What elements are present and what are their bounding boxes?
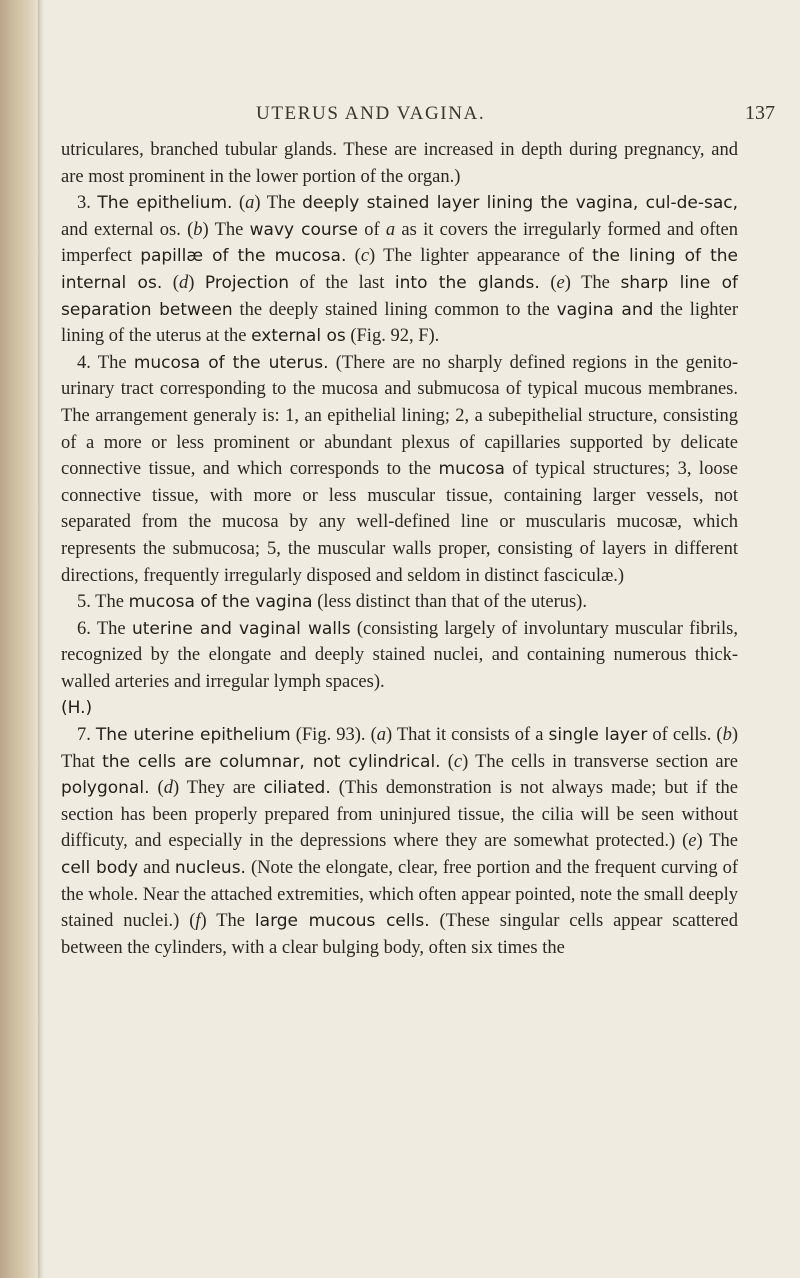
item-letter: c (360, 246, 370, 267)
emphasis-text: deeply stained layer lining the vagina, cul-de-sac, (302, 193, 739, 214)
item-letter: a (245, 193, 255, 214)
text-run: ) The (254, 193, 303, 214)
text-run: 5. The (77, 592, 129, 613)
text-run: ) The (202, 219, 250, 240)
text-run: 3. (77, 193, 98, 214)
text-run: the lighter lining of the uterus at the (61, 299, 738, 347)
paragraph (61, 350, 738, 589)
emphasis-text: single layer (548, 725, 648, 746)
paragraph (61, 616, 738, 696)
text-run: ) The (564, 272, 621, 293)
text-run: of typical structures; 3, loose connective tissue, with more or less muscular tissue, containing larger vessels, not separated from the mucosa by any well-defined line or muscularis mucosæ, which represents the submucosa; 5, the muscular walls proper, consisting of layers in different directions, frequently irregularly disposed and seldom in distinct fasciculæ.) (61, 459, 738, 586)
text-run: 4. The (77, 352, 134, 373)
emphasis-text: vagina and (556, 299, 654, 320)
emphasis-text: the cells are columnar, not cylindrical. (102, 751, 441, 772)
text-run: 7. (77, 725, 96, 746)
emphasis-text: The uterine epithelium (95, 725, 291, 746)
page-header (0, 103, 800, 133)
emphasis-text: sharp line of separation between (61, 272, 738, 320)
emphasis-text: uterine and vaginal walls (131, 618, 351, 639)
item-letter: b (193, 219, 203, 240)
text-run: ) That it consists of a (386, 725, 549, 746)
text-run: of (357, 219, 386, 240)
emphasis-text: mucosa of the uterus. (133, 352, 329, 373)
text-run: 6. The (77, 618, 132, 639)
emphasis-text: ciliated. (263, 778, 331, 799)
paragraph (61, 589, 738, 616)
emphasis-text: (H.) (61, 698, 93, 719)
text-run: ) That (61, 725, 738, 772)
item-letter: a (376, 725, 386, 746)
item-letter: f (195, 911, 201, 932)
paragraph (61, 722, 738, 961)
text-run: (consisting largely of involuntary muscular fibrils, recognized by the elongate and deeply stained nuclei, and containing numerous thick-walled arteries and irregular lymph spaces). (61, 618, 738, 692)
emphasis-text: mucosa of the vagina (128, 592, 313, 613)
text-run: ( (162, 272, 179, 293)
emphasis-text: into the glands. (394, 272, 540, 293)
item-letter: d (163, 778, 173, 799)
emphasis-text: wavy course (249, 219, 358, 240)
item-letter: c (453, 751, 463, 772)
emphasis-text: mucosa (438, 459, 505, 480)
text-run: ) They are (172, 778, 264, 799)
text-run: and (138, 858, 175, 879)
text-run: the deeply stained lining common to the (232, 299, 557, 320)
emphasis-text: polygonal. (61, 778, 150, 799)
item-letter: d (178, 272, 189, 293)
running-head: UTERUS AND VAGINA. (256, 103, 486, 124)
text-run: ) The cells in transverse section are (462, 751, 739, 772)
paragraph (61, 190, 738, 350)
text-run: and external os. ( (61, 219, 194, 240)
emphasis-text: large mucous cells. (254, 911, 430, 932)
page-number: 137 (745, 102, 775, 124)
text-run: (This demonstration is not always made; but if the section has been properly prepared from uninjured tissue, the cilia will be seen without difficuty, and especially in the depressions where they are somewhat protected.) ( (61, 778, 738, 852)
item-letter: b (722, 725, 732, 746)
text-run: ) The (696, 831, 738, 852)
text-run: ) (188, 272, 205, 293)
paragraph (61, 695, 738, 722)
text-run: (Note the elongate, clear, free portion and the frequent curving of the whole. Near the attached extremities, which often appear pointed, note the small deeply stained nuclei.) ( (61, 858, 738, 932)
text-run: as it covers the irregularly formed and often imperfect (61, 219, 738, 267)
text-run: ( (539, 272, 557, 293)
text-run: (There are no sharply defined regions in the genito-urinary tract corresponding to the mucosa and submucosa of typical mucous membranes. The arrangement generaly is: 1, an epithelial lining; 2, a subepithelial structure, consisting of a more or less prominent or abundant plexus of capillaries supported by delicate connective tissue, and which corresponds to the (61, 352, 739, 480)
emphasis-text: external os (251, 326, 346, 347)
emphasis-text: Projection (204, 272, 289, 293)
text-run: (less distinct than that of the uterus). (312, 592, 587, 613)
text-run: (These singular cells appear scattered between the cylinders, with a clear bulging body, often six times the (61, 911, 738, 958)
emphasis-text: the lining of the internal os. (61, 246, 739, 293)
text-run: ( (346, 246, 361, 267)
item-letter: a (385, 219, 396, 240)
text-run: (Fig. 92, F). (345, 326, 440, 347)
emphasis-text: nucleus. (174, 858, 246, 879)
text-run: of the last (288, 272, 395, 293)
text-run: (Fig. 93). ( (290, 725, 377, 746)
text-run: of cells. ( (647, 725, 723, 746)
body-text (61, 137, 738, 961)
page-binding-shadow (0, 0, 40, 1278)
text-run: ) The (200, 911, 255, 932)
text-run: utriculares, branched tubular glands. These are increased in depth during pregnancy, and are most prominent in the lower portion of the organ.) (61, 140, 738, 187)
item-letter: e (688, 831, 697, 852)
text-run: ( (232, 193, 246, 214)
text-run: ( (149, 778, 164, 799)
emphasis-text: The epithelium. (97, 193, 233, 214)
page-binding-edge (38, 0, 44, 1278)
text-run: ) The lighter appearance of (369, 246, 593, 267)
emphasis-text: papillæ of the mucosa. (140, 246, 347, 267)
emphasis-text: cell body (61, 858, 139, 879)
item-letter: e (556, 272, 565, 293)
text-run: ( (440, 751, 454, 772)
paragraph (61, 137, 738, 190)
